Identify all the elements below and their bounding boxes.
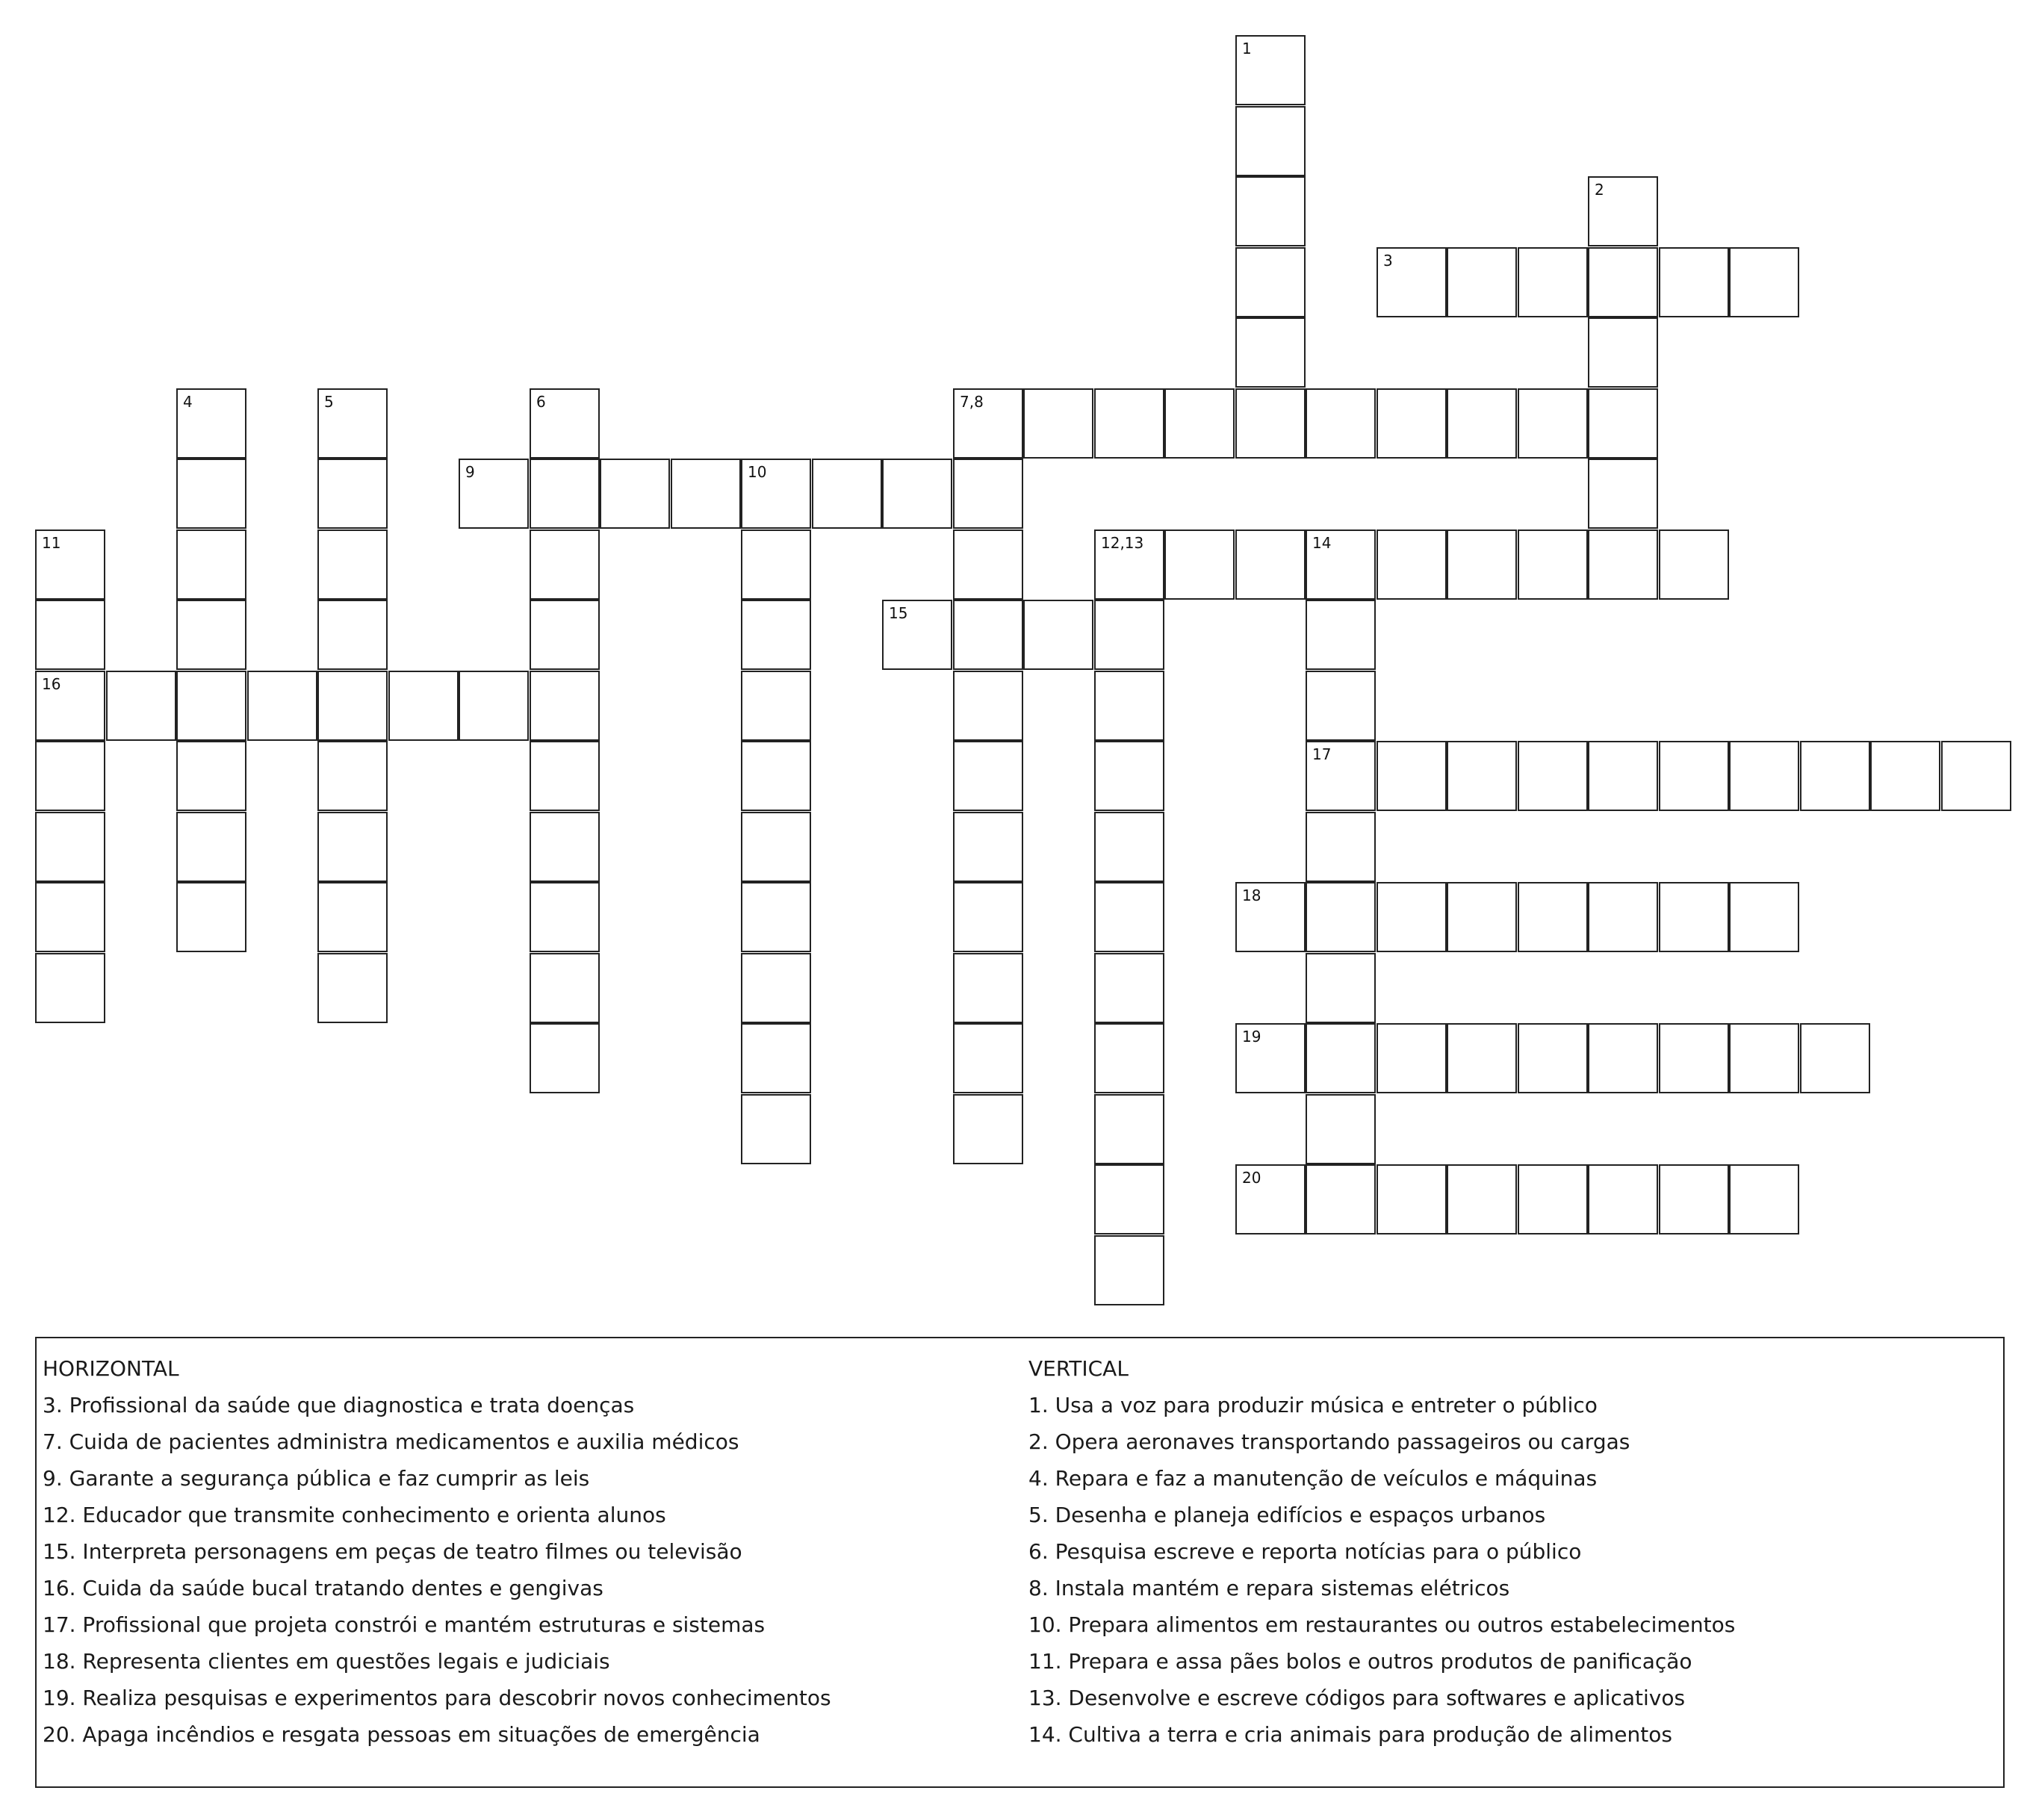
- grid-cell[interactable]: [1094, 741, 1164, 811]
- grid-cell[interactable]: [317, 953, 388, 1023]
- grid-cell[interactable]: [530, 529, 600, 600]
- grid-cell[interactable]: [1588, 1164, 1658, 1234]
- horizontal-clue: 3. Profissional da saúde que diagnostica e trata doenças: [43, 1393, 635, 1417]
- grid-cell[interactable]: [1094, 1023, 1164, 1093]
- grid-cell[interactable]: [1377, 1164, 1447, 1234]
- grid-cell[interactable]: [35, 529, 105, 600]
- horizontal-clue: 15. Interpreta personagens em peças de teatro filmes ou televisão: [43, 1539, 742, 1564]
- clue-number: 15: [889, 604, 908, 622]
- grid-cell[interactable]: [1306, 671, 1376, 741]
- grid-cell[interactable]: [530, 388, 600, 459]
- clue-number: 9: [465, 463, 475, 481]
- grid-cell[interactable]: [176, 529, 246, 600]
- grid-cell[interactable]: [1518, 529, 1588, 600]
- grid-cell[interactable]: [1306, 953, 1376, 1023]
- grid-cell[interactable]: [953, 741, 1023, 811]
- clue-number: 18: [1242, 886, 1261, 904]
- grid-cell[interactable]: [176, 459, 246, 529]
- grid-cell[interactable]: [741, 882, 811, 952]
- grid-cell[interactable]: [1447, 247, 1517, 317]
- vertical-clue: 13. Desenvolve e escreve códigos para softwares e aplicativos: [1028, 1686, 1686, 1710]
- grid-cell[interactable]: [741, 741, 811, 811]
- horizontal-clue: 17. Profissional que projeta constrói e mantém estruturas e sistemas: [43, 1612, 766, 1637]
- grid-cell[interactable]: [1447, 1164, 1517, 1234]
- clue-number: 5: [324, 393, 334, 411]
- grid-cell[interactable]: [459, 671, 529, 741]
- clue-number: 1: [1242, 40, 1252, 58]
- grid-cell[interactable]: [1235, 1164, 1306, 1234]
- grid-cell[interactable]: [1094, 388, 1164, 459]
- grid-cell[interactable]: [882, 459, 952, 529]
- grid-cell[interactable]: [953, 1023, 1023, 1093]
- clue-number: 4: [183, 393, 193, 411]
- grid-cell[interactable]: [1235, 529, 1306, 600]
- grid-cell[interactable]: [1518, 741, 1588, 811]
- grid-cell[interactable]: [1306, 882, 1376, 952]
- grid-cell[interactable]: [35, 953, 105, 1023]
- grid-cell[interactable]: [741, 1023, 811, 1093]
- grid-cell[interactable]: [1518, 247, 1588, 317]
- grid-cell[interactable]: [671, 459, 741, 529]
- grid-cell[interactable]: [530, 953, 600, 1023]
- grid-cell[interactable]: [388, 671, 459, 741]
- clue-number: 2: [1595, 181, 1604, 199]
- grid-cell[interactable]: [1094, 1235, 1164, 1305]
- grid-cell[interactable]: [1588, 882, 1658, 952]
- grid-cell[interactable]: [1729, 1023, 1799, 1093]
- grid-cell[interactable]: [1659, 882, 1729, 952]
- grid-cell[interactable]: [1235, 1023, 1306, 1093]
- grid-cell[interactable]: [1588, 459, 1658, 529]
- horizontal-clue: 7. Cuida de pacientes administra medicamentos e auxilia médicos: [43, 1429, 739, 1454]
- grid-cell[interactable]: [1729, 1164, 1799, 1234]
- grid-cell[interactable]: [1518, 1164, 1588, 1234]
- grid-cell[interactable]: [953, 671, 1023, 741]
- grid-cell[interactable]: [1094, 671, 1164, 741]
- clue-number: 10: [748, 463, 767, 481]
- grid-cell[interactable]: [1164, 388, 1235, 459]
- grid-cell[interactable]: [1377, 882, 1447, 952]
- grid-cell[interactable]: [317, 671, 388, 741]
- grid-cell[interactable]: [1800, 1023, 1870, 1093]
- grid-cell[interactable]: [1377, 741, 1447, 811]
- grid-cell[interactable]: [317, 812, 388, 882]
- horizontal-clue: 9. Garante a segurança pública e faz cumprir as leis: [43, 1466, 590, 1491]
- grid-cell[interactable]: [35, 600, 105, 670]
- grid-cell[interactable]: [35, 741, 105, 811]
- clue-number: 6: [536, 393, 546, 411]
- grid-cell[interactable]: [1588, 176, 1658, 246]
- grid-cell[interactable]: [1518, 388, 1588, 459]
- horizontal-clue: 20. Apaga incêndios e resgata pessoas em situações de emergência: [43, 1722, 760, 1747]
- vertical-clue: 6. Pesquisa escreve e reporta notícias para o público: [1028, 1539, 1582, 1564]
- grid-cell[interactable]: [1588, 529, 1658, 600]
- grid-cell[interactable]: [953, 459, 1023, 529]
- grid-cell[interactable]: [1377, 1023, 1447, 1093]
- vertical-clue: 5. Desenha e planeja edifícios e espaços urbanos: [1028, 1503, 1546, 1527]
- clue-number: 16: [42, 675, 61, 693]
- clue-number: 7,8: [960, 393, 984, 411]
- grid-cell[interactable]: [317, 741, 388, 811]
- grid-cell[interactable]: [1306, 529, 1376, 600]
- grid-cell[interactable]: [1094, 529, 1164, 600]
- clue-number: 17: [1312, 745, 1332, 763]
- grid-cell[interactable]: [35, 812, 105, 882]
- clue-number: 12,13: [1101, 534, 1144, 552]
- grid-cell[interactable]: [317, 459, 388, 529]
- grid-cell[interactable]: [1235, 882, 1306, 952]
- grid-cell[interactable]: [1023, 600, 1093, 670]
- grid-cell[interactable]: [1447, 529, 1517, 600]
- grid-cell[interactable]: [1447, 388, 1517, 459]
- grid-cell[interactable]: [1235, 176, 1306, 246]
- grid-cell[interactable]: [176, 812, 246, 882]
- vertical-title: VERTICAL: [1028, 1356, 1129, 1381]
- grid-cell[interactable]: [741, 600, 811, 670]
- vertical-clue: 1. Usa a voz para produzir música e entreter o público: [1028, 1393, 1598, 1417]
- grid-cell[interactable]: [741, 459, 811, 529]
- grid-cell[interactable]: [317, 529, 388, 600]
- grid-cell[interactable]: [1729, 741, 1799, 811]
- grid-cell[interactable]: [1941, 741, 2011, 811]
- vertical-clue: 4. Repara e faz a manutenção de veículos e máquinas: [1028, 1466, 1598, 1491]
- grid-cell[interactable]: [530, 600, 600, 670]
- grid-cell[interactable]: [35, 671, 105, 741]
- grid-cell[interactable]: [1094, 1094, 1164, 1164]
- grid-cell[interactable]: [1235, 317, 1306, 388]
- grid-cell[interactable]: [1659, 247, 1729, 317]
- grid-cell[interactable]: [35, 882, 105, 952]
- grid-cell[interactable]: [1094, 1164, 1164, 1234]
- grid-cell[interactable]: [1306, 1094, 1376, 1164]
- grid-cell[interactable]: [953, 812, 1023, 882]
- grid-cell[interactable]: [741, 529, 811, 600]
- grid-cell[interactable]: [1023, 388, 1093, 459]
- grid-cell[interactable]: [1518, 1023, 1588, 1093]
- horizontal-clue: 16. Cuida da saúde bucal tratando dentes e gengivas: [43, 1576, 603, 1600]
- grid-cell[interactable]: [1447, 882, 1517, 952]
- grid-cell[interactable]: [1659, 1164, 1729, 1234]
- grid-cell[interactable]: [882, 600, 952, 670]
- grid-cell[interactable]: [1164, 529, 1235, 600]
- vertical-clue: 11. Prepara e assa pães bolos e outros produtos de panificação: [1028, 1649, 1692, 1674]
- grid-cell[interactable]: [1659, 1023, 1729, 1093]
- grid-cell[interactable]: [1235, 388, 1306, 459]
- grid-cell[interactable]: [1870, 741, 1940, 811]
- grid-cell[interactable]: [1588, 741, 1658, 811]
- grid-cell[interactable]: [176, 388, 246, 459]
- grid-cell[interactable]: [530, 671, 600, 741]
- horizontal-clues: [43, 1350, 831, 1753]
- grid-cell[interactable]: [953, 953, 1023, 1023]
- grid-cell[interactable]: [741, 1094, 811, 1164]
- vertical-clue: 2. Opera aeronaves transportando passageiros ou cargas: [1028, 1429, 1630, 1454]
- grid-cell[interactable]: [459, 459, 529, 529]
- horizontal-title: HORIZONTAL: [43, 1356, 179, 1381]
- vertical-clue: 10. Prepara alimentos em restaurantes ou outros estabelecimentos: [1028, 1612, 1736, 1637]
- clues-box: [35, 1337, 2005, 1788]
- vertical-clue: 14. Cultiva a terra e cria animais para produção de alimentos: [1028, 1722, 1672, 1747]
- grid-cell[interactable]: [530, 882, 600, 952]
- grid-cell[interactable]: [1447, 1023, 1517, 1093]
- clue-number: 19: [1242, 1028, 1261, 1046]
- grid-cell[interactable]: [1729, 247, 1799, 317]
- grid-cell[interactable]: [1235, 35, 1306, 105]
- grid-cell[interactable]: [1377, 388, 1447, 459]
- grid-cell[interactable]: [1800, 741, 1870, 811]
- grid-cell[interactable]: [600, 459, 670, 529]
- grid-cell[interactable]: [317, 882, 388, 952]
- horizontal-clue: 12. Educador que transmite conhecimento e orienta alunos: [43, 1503, 666, 1527]
- grid-cell[interactable]: [741, 671, 811, 741]
- grid-cell[interactable]: [247, 671, 317, 741]
- grid-cell[interactable]: [953, 882, 1023, 952]
- grid-cell[interactable]: [530, 1023, 600, 1093]
- grid-cell[interactable]: [1588, 247, 1658, 317]
- clue-number: 14: [1312, 534, 1332, 552]
- vertical-clue: 8. Instala mantém e repara sistemas elétricos: [1028, 1576, 1510, 1600]
- grid-cell[interactable]: [1306, 1023, 1376, 1093]
- grid-cell[interactable]: [1306, 388, 1376, 459]
- grid-cell[interactable]: [953, 1094, 1023, 1164]
- grid-cell[interactable]: [1659, 741, 1729, 811]
- grid-cell[interactable]: [1094, 882, 1164, 952]
- grid-cell[interactable]: [1588, 1023, 1658, 1093]
- grid-cell[interactable]: [176, 671, 246, 741]
- grid-cell[interactable]: [1306, 600, 1376, 670]
- grid-cell[interactable]: [1094, 600, 1164, 670]
- grid-cell[interactable]: [176, 600, 246, 670]
- grid-cell[interactable]: [1306, 812, 1376, 882]
- grid-cell[interactable]: [106, 671, 176, 741]
- grid-cell[interactable]: [1306, 1164, 1376, 1234]
- horizontal-clue: 18. Representa clientes em questões legais e judiciais: [43, 1649, 610, 1674]
- grid-cell[interactable]: [1235, 247, 1306, 317]
- grid-cell[interactable]: [953, 388, 1023, 459]
- grid-cell[interactable]: [1377, 529, 1447, 600]
- grid-cell[interactable]: [1518, 882, 1588, 952]
- grid-cell[interactable]: [1588, 317, 1658, 388]
- grid-cell[interactable]: [953, 600, 1023, 670]
- grid-cell[interactable]: [741, 812, 811, 882]
- grid-cell[interactable]: [176, 882, 246, 952]
- grid-cell[interactable]: [1306, 741, 1376, 811]
- grid-cell[interactable]: [1447, 741, 1517, 811]
- clue-number: 3: [1383, 252, 1393, 270]
- grid-cell[interactable]: [953, 529, 1023, 600]
- grid-cell[interactable]: [1094, 812, 1164, 882]
- clue-number: 20: [1242, 1169, 1261, 1187]
- grid-cell[interactable]: [530, 812, 600, 882]
- grid-cell[interactable]: [741, 953, 811, 1023]
- grid-cell[interactable]: [812, 459, 882, 529]
- grid-cell[interactable]: [1729, 882, 1799, 952]
- grid-cell[interactable]: [1094, 953, 1164, 1023]
- grid-cell[interactable]: [317, 600, 388, 670]
- grid-cell[interactable]: [176, 741, 246, 811]
- vertical-clues: [1028, 1350, 1735, 1753]
- grid-cell[interactable]: [317, 388, 388, 459]
- grid-cell[interactable]: [530, 741, 600, 811]
- horizontal-clue: 19. Realiza pesquisas e experimentos para descobrir novos conhecimentos: [43, 1686, 831, 1710]
- clue-number: 11: [42, 534, 61, 552]
- grid-cell[interactable]: [1659, 529, 1729, 600]
- grid-cell[interactable]: [1235, 106, 1306, 176]
- grid-cell[interactable]: [530, 459, 600, 529]
- grid-cell[interactable]: [1588, 388, 1658, 459]
- grid-cell[interactable]: [1377, 247, 1447, 317]
